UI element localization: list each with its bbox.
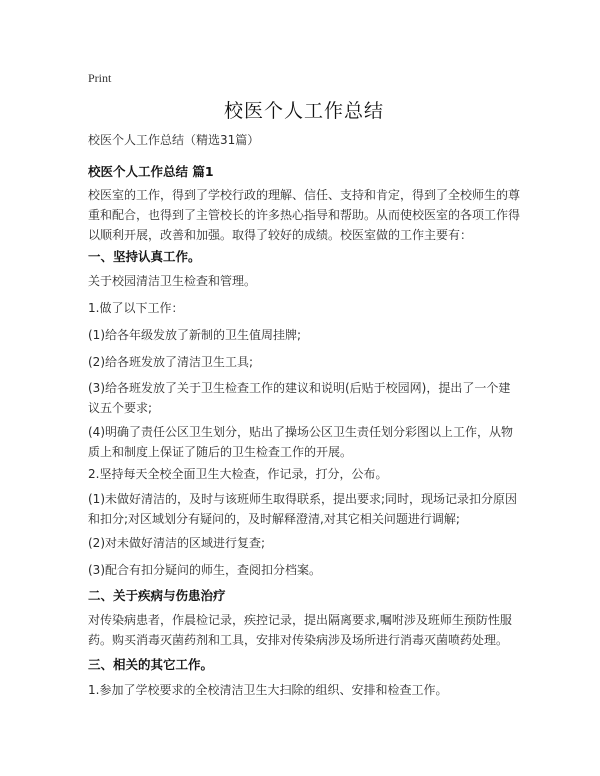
list-item: (3)配合有扣分疑问的师生，查阅扣分档案。 — [88, 563, 321, 577]
print-link[interactable]: Print — [88, 71, 112, 85]
document-subtitle: 校医个人工作总结（精选31篇） — [88, 133, 260, 147]
paragraph-intro: 校医室的工作，得到了学校行政的理解、信任、支持和肯定，得到了全校师生的尊重和配合，也得到了主管校长的许多热心指导和帮助。从而使校医室的各项工作得以顺利开展，改善和加强。取得了较好的成绩。校医室做的工作主要有： — [88, 188, 521, 242]
list-item: (2)对未做好清洁的区域进行复查; — [88, 536, 266, 550]
list-item: (2)给各班发放了清洁卫生工具; — [88, 355, 254, 369]
paragraph: 1.参加了学校要求的全校清洁卫生大扫除的组织、安排和检查工作。 — [88, 683, 448, 697]
heading-part-one: 一、坚持认真工作。 — [88, 249, 201, 264]
heading-part-two: 二、关于疾病与伤患治疗 — [88, 588, 226, 603]
list-item: (1)给各年级发放了新制的卫生值周挂牌; — [88, 328, 302, 342]
list-item: (4)明确了责任公区卫生划分，贴出了操场公区卫生责任划分彩图以上工作，从物质上和制度上保证了随后的卫生检查工作的开展。 — [88, 425, 514, 459]
paragraph: 关于校园清洁卫生检查和管理。 — [88, 274, 257, 288]
section-heading: 校医个人工作总结 篇1 — [88, 164, 214, 179]
heading-part-three: 三、相关的其它工作。 — [88, 657, 214, 672]
paragraph: 2.坚持每天全校全面卫生大检查，作记录，打分，公布。 — [88, 467, 388, 481]
paragraph: 对传染病患者，作晨检记录，疾控记录，提出隔离要求,嘱咐涉及班师生预防性服药。购买消毒灭菌药剂和工具，安排对传染病涉及场所进行消毒灭菌喷药处理。 — [88, 613, 512, 647]
document-title: 校医个人工作总结 — [223, 100, 384, 122]
list-item: (3)给各班发放了关于卫生检查工作的建议和说明(后贴于校园网)，提出了一个建议五个要求; — [88, 381, 511, 415]
list-item: (1)未做好清洁的，及时与该班师生取得联系，提出要求;同时，现场记录扣分原因和扣分;对区域划分有疑问的，及时解释澄清,对其它相关问题进行调解; — [88, 492, 518, 526]
paragraph: 1.做了以下工作： — [88, 301, 184, 315]
